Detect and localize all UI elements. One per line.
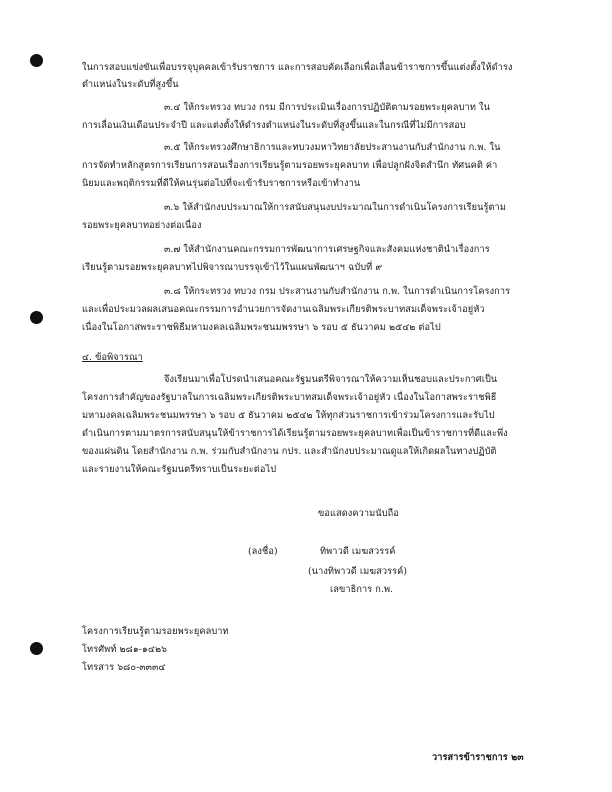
contact-project: โครงการเรียนรู้ตามรอยพระยุคลบาท — [82, 626, 229, 637]
text-line: ๓.๘ ให้กระทรวง ทบวง กรม ประสานงานกับสำนักงาน ก.พ. ในการดำเนินการโครงการ — [164, 286, 511, 297]
signature-label: (ลงชื่อ) — [248, 546, 278, 557]
text-line: โครงการสำคัญของรัฐบาลในการเฉลิมพระเกียรติพระบาทสมเด็จพระเจ้าอยู่หัว เนื่องในโอกาสพระราชพิธี — [82, 392, 497, 403]
page-footer: วารสารข้าราชการ ๒๓ — [432, 752, 524, 763]
text-line: เนื่องในโอกาสพระราชพิธีมหามงคลเฉลิมพระชนมพรรษา ๖ รอบ ๕ ธันวาคม ๒๕๔๒ ต่อไป — [82, 322, 441, 333]
binder-hole-top — [30, 54, 43, 67]
closing: ขอแสดงความนับถือ — [318, 508, 399, 519]
text-line: ตำแหน่งในระดับที่สูงขึ้น — [82, 79, 179, 90]
text-line: มหามงคลเฉลิมพระชนมพรรษา ๖ รอบ ๕ ธันวาคม ๒๕๔๒ ให้ทุกส่วนราชการเข้าร่วมโครงการและรับไป — [82, 410, 495, 421]
text-line: การเลื่อนเงินเดือนประจำปี และแต่งตั้งให้ดำรงตำแหน่งในระดับที่สูงขึ้นและในกรณีที่ไม่มีการสอบ — [82, 120, 466, 131]
text-line: ๓.๔ ให้กระทรวง ทบวง กรม มีการประเมินเรื่องการปฏิบัติตามรอยพระยุคลบาท ใน — [164, 102, 490, 113]
text-line: ในการสอบแข่งขันเพื่อบรรจุบุคคลเข้ารับราชการ และการสอบคัดเลือกเพื่อเลื่อนข้าราชการขึ้นแต่งตั้งให้ดำรง — [82, 62, 513, 73]
binder-hole-middle — [30, 311, 43, 324]
text-line: ๓.๖ ให้สำนักงบประมาณให้การสนับสนุนงบประมาณในการดำเนินโครงการเรียนรู้ตาม — [164, 202, 506, 213]
signer-title: เลขาธิการ ก.พ. — [330, 584, 394, 595]
contact-fax: โทรสาร ๖๘๐-๓๓๓๔ — [82, 662, 166, 673]
text-line: และเพื่อประมวลผลเสนอคณะกรรมการอำนวยการจัดงานเฉลิมพระเกียรติพระบาทสมเด็จพระเจ้าอยู่หัว — [82, 304, 485, 315]
text-line: เรียนรู้ตามรอยพระยุคลบาทไปพิจารณาบรรจุเข้าไว้ในแผนพัฒนาฯ ฉบับที่ ๙ — [82, 262, 383, 273]
text-line: รอยพระยุคลบาทอย่างต่อเนื่อง — [82, 220, 202, 231]
contact-phone: โทรศัพท์ ๒๘๑-๑๔๒๖ — [82, 644, 168, 655]
text-line: ดำเนินการตามมาตรการสนับสนุนให้ข้าราชการได้เรียนรู้ตามรอยพระยุคลบาทเพื่อเป็นข้าราชการที่ดีและพึ่ง — [82, 428, 508, 439]
text-line: การจัดทำหลักสูตรการเรียนการสอนเรื่องการเรียนรู้ตามรอยพระยุคลบาท เพื่อปลูกฝังจิตสำนึก ทัศนคติ ค่า — [82, 160, 498, 171]
signer-full-name: (นางทิพาวดี เมฆสวรรค์) — [308, 566, 408, 577]
text-line: และรายงานให้คณะรัฐมนตรีทราบเป็นระยะต่อไป — [82, 464, 277, 475]
signer-name: ทิพาวดี เมฆสวรรค์ — [320, 546, 396, 557]
text-line: นิยมและพฤติกรรมที่ดีให้คนรุ่นต่อไปที่จะเข้ารับราชการหรือเข้าทำงาน — [82, 178, 361, 189]
text-line: ๓.๕ ให้กระทรวงศึกษาธิการและทบวงมหาวิทยาลัยประสานงานกับสำนักงาน ก.พ. ใน — [164, 142, 501, 153]
text-line: จึงเรียนมาเพื่อโปรดนำเสนอคณะรัฐมนตรีพิจารณาให้ความเห็นชอบและประกาศเป็น — [164, 374, 498, 385]
section-heading: ๔. ข้อพิจารณา — [82, 352, 143, 363]
binder-hole-bottom — [30, 642, 43, 655]
text-line: ของแผ่นดิน โดยสำนักงาน ก.พ. ร่วมกับสำนักงาน กปร. และสำนักงบประมาณดูแลให้เกิดผลในทางปฏิบัติ — [82, 446, 497, 457]
text-line: ๓.๗ ให้สำนักงานคณะกรรมการพัฒนาการเศรษฐกิจและสังคมแห่งชาตินำเรื่องการ — [164, 244, 490, 255]
